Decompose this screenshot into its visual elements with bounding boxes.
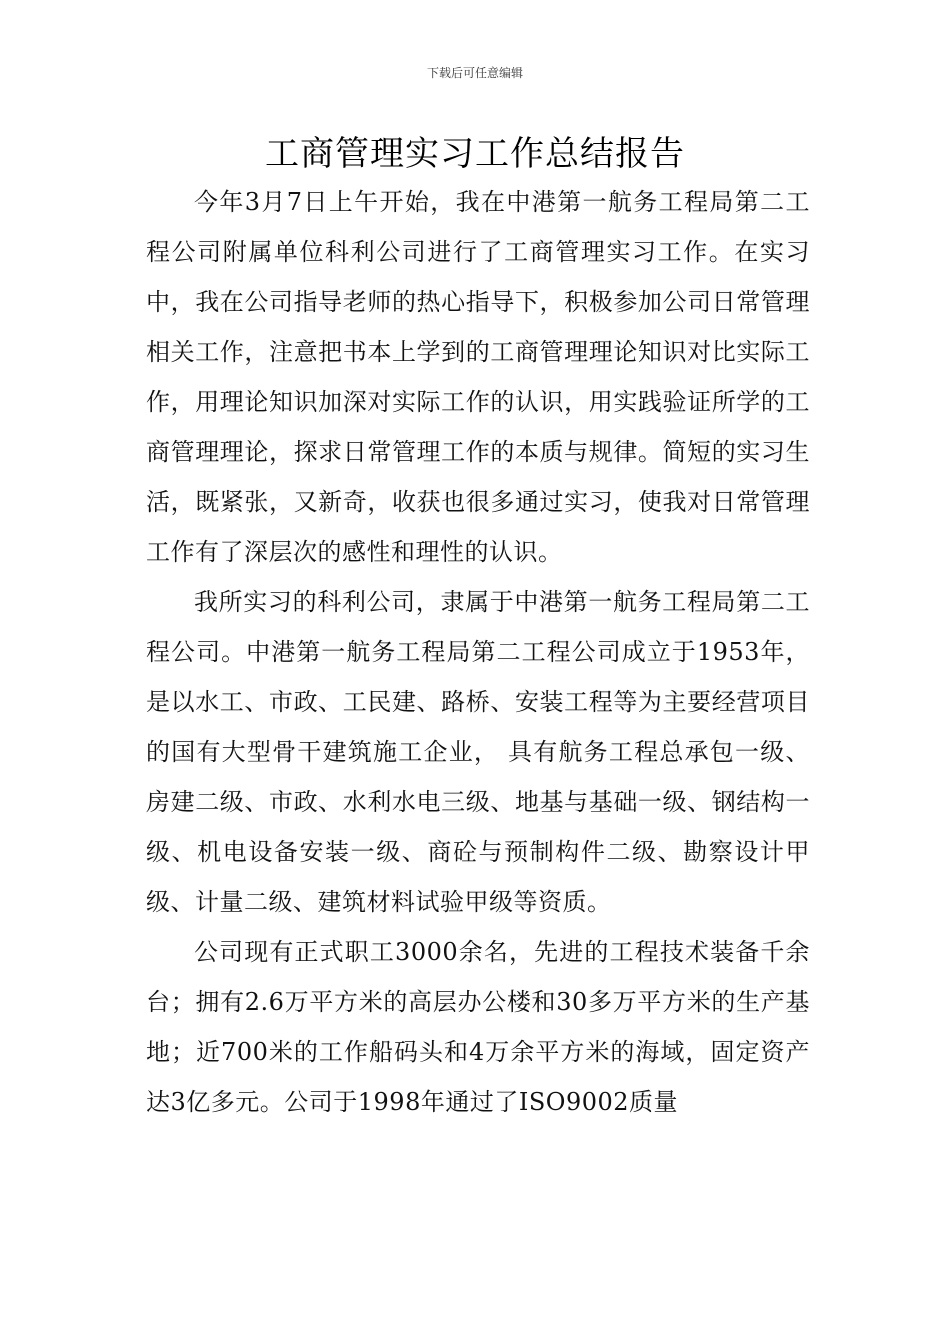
document-body [146, 177, 810, 1127]
paragraph-1: 今年3月7日上午开始，我在中港第一航务工程局第二工程公司附属单位科利公司进行了工商管理实习工作。在实习中，我在公司指导老师的热心指导下，积极参加公司日常管理相关工作，注意把书本上学到的工商管理理论知识对比实际工作，用理论知识加深对实际工作的认识，用实践验证所学的工商管理理论，探求日常管理工作的本质与规律。简短的实习生活，既紧张，又新奇，收获也很多通过实习，使我对日常管理工作有了深层次的感性和理性的认识。 [146, 188, 810, 566]
header-note: 下载后可任意编辑 [426, 66, 523, 80]
paragraph-3: 公司现有正式职工3000余名，先进的工程技术装备千余台；拥有2.6万平方米的高层办公楼和30多万平方米的生产基地；近700米的工作船码头和4万余平方米的海域，固定资产达3亿多元。公司于1998年通过了ISO9002质量 [146, 938, 810, 1116]
document-title: 工商管理实习工作总结报告 [265, 134, 685, 174]
paragraph-2: 我所实习的科利公司，隶属于中港第一航务工程局第二工程公司。中港第一航务工程局第二工程公司成立于1953年，是以水工、市政、工民建、路桥、安装工程等为主要经营项目的国有大型骨干建筑施工企业， 具有航务工程总承包一级、房建二级、市政、水利水电三级、地基与基础一级、钢结构一级、机电设备安装一级、商砼与预制构件二级、勘察设计甲级、计量二级、建筑材料试验甲级等资质。 [146, 588, 810, 916]
